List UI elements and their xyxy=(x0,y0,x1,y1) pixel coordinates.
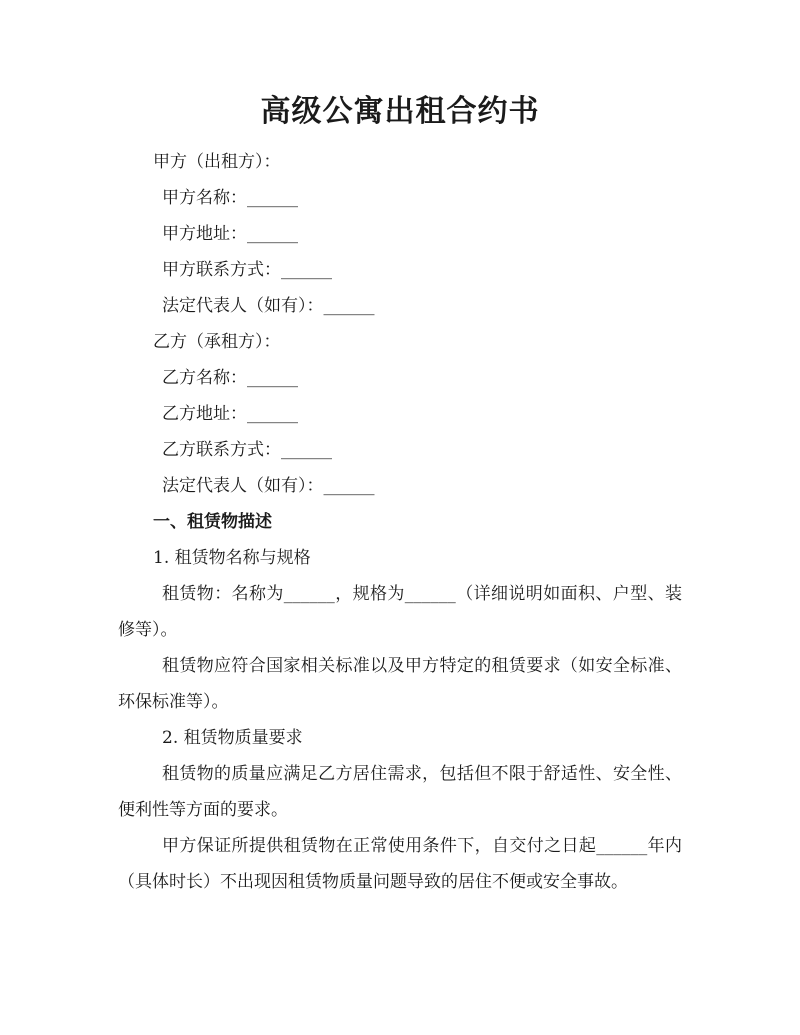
party-b-contact: 乙方联系方式：______ xyxy=(162,440,332,460)
party-a-name: 甲方名称：______ xyxy=(162,188,298,208)
section-1-sub2-heading: 2. 租赁物质量要求 xyxy=(162,728,303,748)
section-1-para2: 租赁物应符合国家相关标准以及甲方特定的租赁要求（如安全标准、环保标准等）。 xyxy=(118,656,682,712)
party-a-contact: 甲方联系方式：______ xyxy=(162,260,332,280)
party-a-address: 甲方地址：______ xyxy=(162,224,298,244)
document-title: 高级公寓出租合约书 xyxy=(260,94,540,129)
section-1-para3: 租赁物的质量应满足乙方居住需求，包括但不限于舒适性、安全性、便利性等方面的要求。 xyxy=(118,764,682,820)
party-b-address: 乙方地址：______ xyxy=(162,404,298,424)
section-1-para4: 甲方保证所提供租赁物在正常使用条件下，自交付之日起______年内（具体时长）不出现因租赁物质量问题导致的居住不便或安全事故。 xyxy=(118,836,682,892)
party-a-heading: 甲方（出租方）： xyxy=(153,152,281,172)
section-1-sub1-heading: 1. 租赁物名称与规格 xyxy=(153,548,311,568)
party-a-representative: 法定代表人（如有）：______ xyxy=(162,296,375,316)
document-body xyxy=(118,144,682,900)
party-b-heading: 乙方（承租方）： xyxy=(153,332,281,352)
party-b-representative: 法定代表人（如有）：______ xyxy=(162,476,375,496)
section-1-para1: 租赁物：名称为______，规格为______（详细说明如面积、户型、装修等）。 xyxy=(118,584,682,640)
party-b-name: 乙方名称：______ xyxy=(162,368,298,388)
section-1-heading: 一、租赁物描述 xyxy=(153,512,272,532)
